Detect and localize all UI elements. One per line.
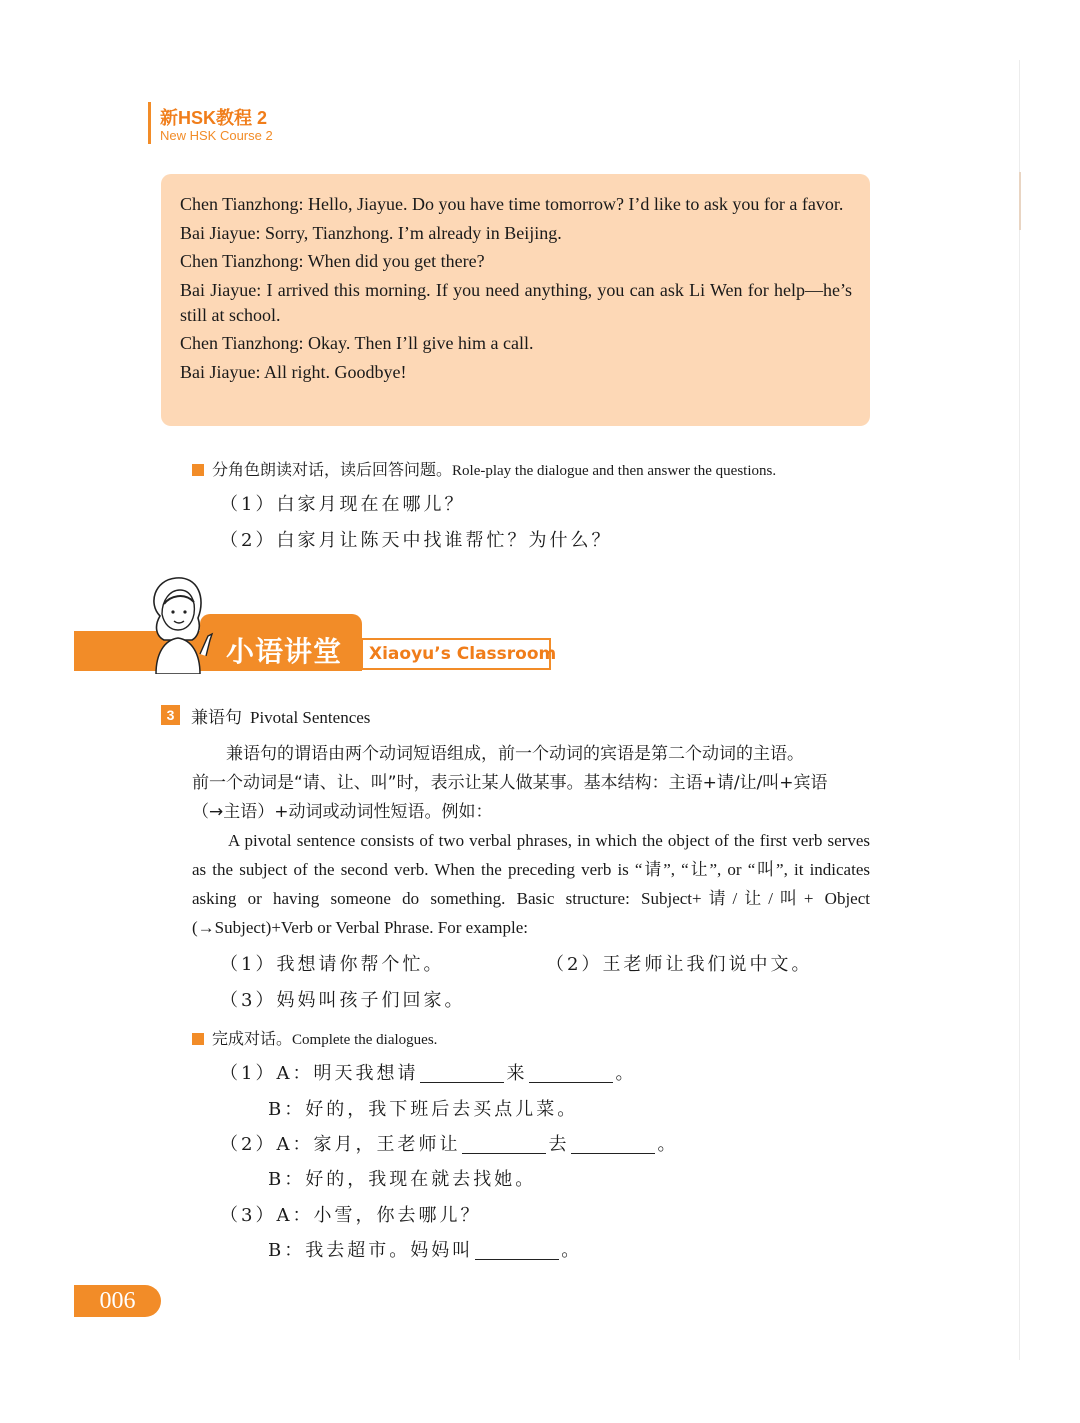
dialogue-text: （1）A：明天我想请 xyxy=(220,1063,419,1084)
exercise-heading-zh: 分角色朗读对话，读后回答问题。 xyxy=(212,460,453,479)
explanation-zh-line: （→主语）+动词或动词性短语。例如： xyxy=(192,802,493,822)
answer-blank[interactable] xyxy=(571,1133,655,1154)
exercise-heading-complete xyxy=(192,1026,437,1049)
bullet-square-icon xyxy=(192,1033,204,1045)
dialogue-text: （2）A：家月，王老师让 xyxy=(220,1134,461,1155)
book-title: 新HSK教程 2 xyxy=(160,108,268,128)
classroom-title-zh: 小语讲堂 xyxy=(226,635,343,668)
translation-line: Chen Tianzhong: When did you get there? xyxy=(180,251,485,271)
dialogue-translation-box xyxy=(161,174,870,426)
explanation-zh-line: 兼语句的谓语由两个动词短语组成，前一个动词的宾语是第二个动词的主语。 xyxy=(192,744,804,764)
question-item: （2）白家月让陈天中找谁帮忙？为什么？ xyxy=(220,530,613,551)
dialogue-text: 。 xyxy=(615,1063,637,1084)
question-item: （1）白家月现在在哪儿？ xyxy=(220,494,466,515)
exercise-heading-en: Complete the dialogues. xyxy=(292,1032,438,1048)
bullet-square-icon xyxy=(192,464,204,476)
exercise-heading-zh: 完成对话。 xyxy=(212,1029,293,1048)
exercise-heading-en: Role-play the dialogue and then answer the questions. xyxy=(452,463,777,479)
translation-line: Bai Jiayue: I arrived this morning. If you need anything, you can ask Li Wen for help—he’s still at school. xyxy=(180,279,852,325)
grammar-title-zh: 兼语句 xyxy=(191,708,242,728)
example-sentence: （3）妈妈叫孩子们回家。 xyxy=(220,990,466,1011)
xiaoyu-character-icon xyxy=(140,574,216,674)
translation-line: Chen Tianzhong: Hello, Jiayue. Do you have time tomorrow? I’d like to ask you for a favor. xyxy=(180,194,844,214)
dialogue-text: 去 xyxy=(548,1134,570,1155)
dialogue-1-line-b: B：好的，我下班后去买点儿菜。 xyxy=(268,1099,579,1120)
translation-line: Bai Jiayue: Sorry, Tianzhong. I’m already in Beijing. xyxy=(180,222,562,243)
dialogue-3-line-a: （3）A：小雪，你去哪儿？ xyxy=(220,1205,482,1226)
explanation-zh-line: 前一个动词是“请、让、叫”时，表示让某人做某事。基本结构：主语+请/让/叫+宾语 xyxy=(192,773,828,793)
grammar-number-badge: 3 xyxy=(161,705,180,725)
dialogue-text: 。 xyxy=(561,1240,583,1261)
grammar-title-en: Pivotal Sentences xyxy=(250,708,371,727)
dialogue-1-line-a xyxy=(220,1059,636,1085)
book-subtitle: New HSK Course 2 xyxy=(160,128,273,143)
dialogue-text: 来 xyxy=(506,1063,528,1084)
exercise-heading-roleplay xyxy=(192,457,776,480)
header-accent-bar xyxy=(148,102,151,144)
translation-line: Bai Jiayue: All right. Goodbye! xyxy=(180,361,407,382)
answer-blank[interactable] xyxy=(475,1239,559,1260)
grammar-title xyxy=(191,703,370,728)
grammar-explanation-en xyxy=(192,826,870,942)
dialogue-2-line-a xyxy=(220,1130,678,1156)
dialogue-text: 。 xyxy=(657,1134,679,1155)
dialogue-3-line-b xyxy=(268,1236,582,1262)
page-number: 006 xyxy=(74,1285,161,1317)
dialogue-text: B：我去超市。妈妈叫 xyxy=(268,1240,474,1261)
dialogue-2-line-b: B：好的，我现在就去找她。 xyxy=(268,1169,537,1190)
classroom-title-en: Xiaoyu’s Classroom xyxy=(361,638,551,670)
page-edge-line xyxy=(1019,60,1020,1360)
example-sentence: （2）王老师让我们说中文。 xyxy=(546,954,813,975)
explanation-en-text: A pivotal sentence consists of two verbal phrases, in which the object of the first verb serves as the subject of the second verb. When the preceding verb is “请”, “让”, or “叫”, it indicates asking or having someone do something. Basic structure: Subject+请/让/叫+ Object (→Subject)+Verb or Verbal Phrase. For example: xyxy=(192,831,870,937)
answer-blank[interactable] xyxy=(420,1062,504,1083)
translation-line: Chen Tianzhong: Okay. Then I’ll give him a call. xyxy=(180,333,534,353)
answer-blank[interactable] xyxy=(529,1062,613,1083)
grammar-explanation-zh xyxy=(192,740,872,827)
example-sentence: （1）我想请你帮个忙。 xyxy=(220,954,445,975)
answer-blank[interactable] xyxy=(462,1133,546,1154)
page-edge-mark xyxy=(1019,172,1021,230)
